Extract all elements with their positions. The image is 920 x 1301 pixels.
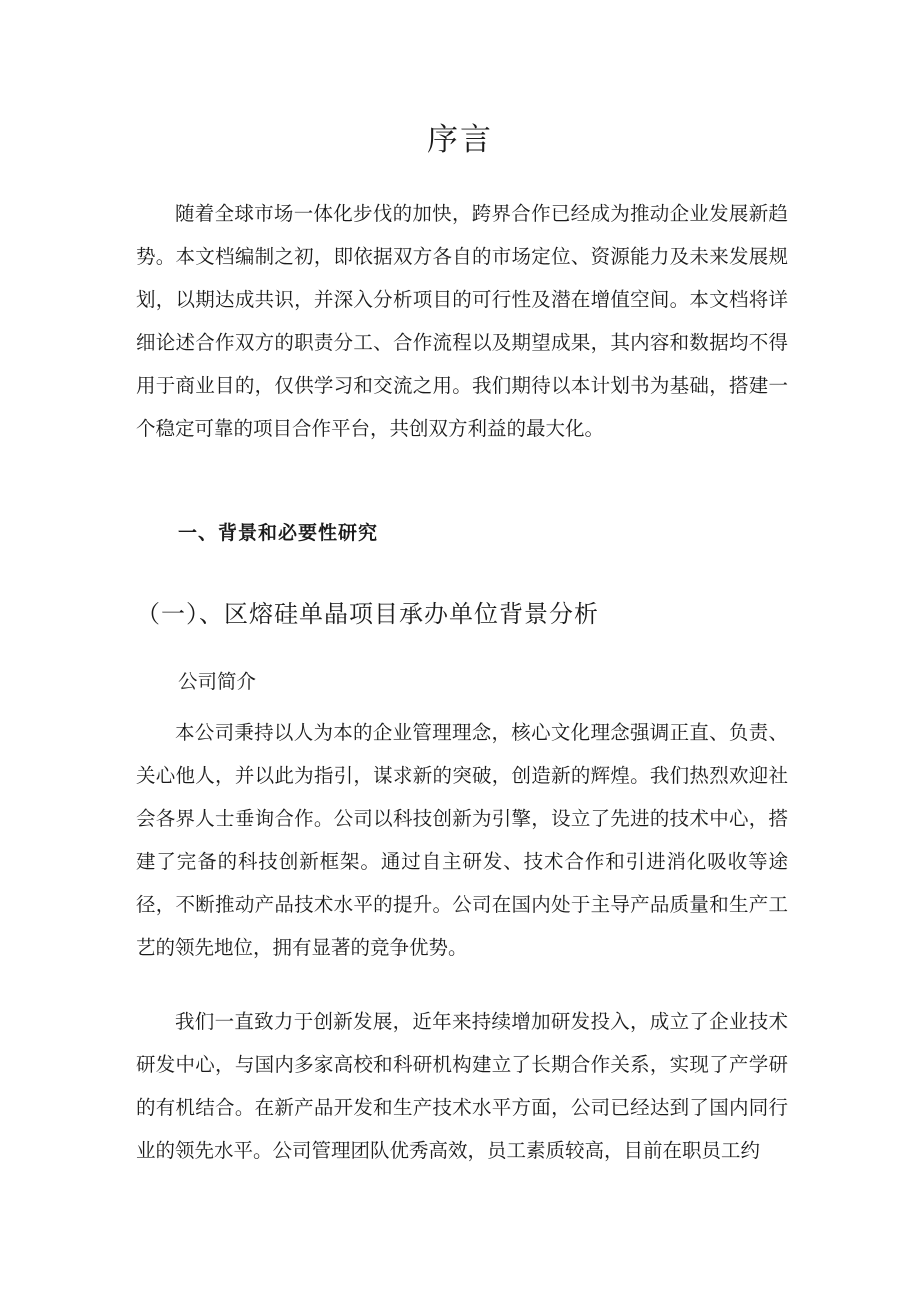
company-paragraph-1: 本公司秉持以人为本的企业管理理念，核心文化理念强调正直、负责、关心他人，并以此为指引，谋求新的突破，创造新的辉煌。我们热烈欢迎社会各界人士垂询合作。公司以科技创新为引擎，设立了先进的技术中心，搭建了完备的科技创新框架。通过自主研发、技术合作和引进消化吸收等途径，不断推动产品技术水平的提升。公司在国内处于主导产品质量和生产工艺的领先地位，拥有显著的竞争优势。 [136, 721, 788, 959]
document-title: 序言 [427, 122, 493, 158]
subsection-heading-sponsor-analysis: （一）、区熔硅单晶项目承办单位背景分析 [136, 600, 599, 628]
preface-paragraph: 随着全球市场一体化步伐的加快，跨界合作已经成为推动企业发展新趋势。本文档编制之初，即依据双方各自的市场定位、资源能力及未来发展规划，以期达成共识，并深入分析项目的可行性及潜在增值空间。本文档将详细论述合作双方的职责分工、合作流程以及期望成果，其内容和数据均不得用于商业目的，仅供学习和交流之用。我们期待以本计划书为基础，搭建一个稳定可靠的项目合作平台，共创双方利益的最大化。 [136, 202, 788, 440]
company-paragraph-2: 我们一直致力于创新发展，近年来持续增加研发投入，成立了企业技术研发中心，与国内多家高校和科研机构建立了长期合作关系，实现了产学研的有机结合。在新产品开发和生产技术水平方面，公司已经达到了国内同行业的领先水平。公司管理团队优秀高效，员工素质较高，目前在职员工约 [136, 1010, 788, 1162]
company-intro-label: 公司简介 [178, 670, 257, 693]
section-heading-background: 一、背景和必要性研究 [178, 522, 379, 544]
